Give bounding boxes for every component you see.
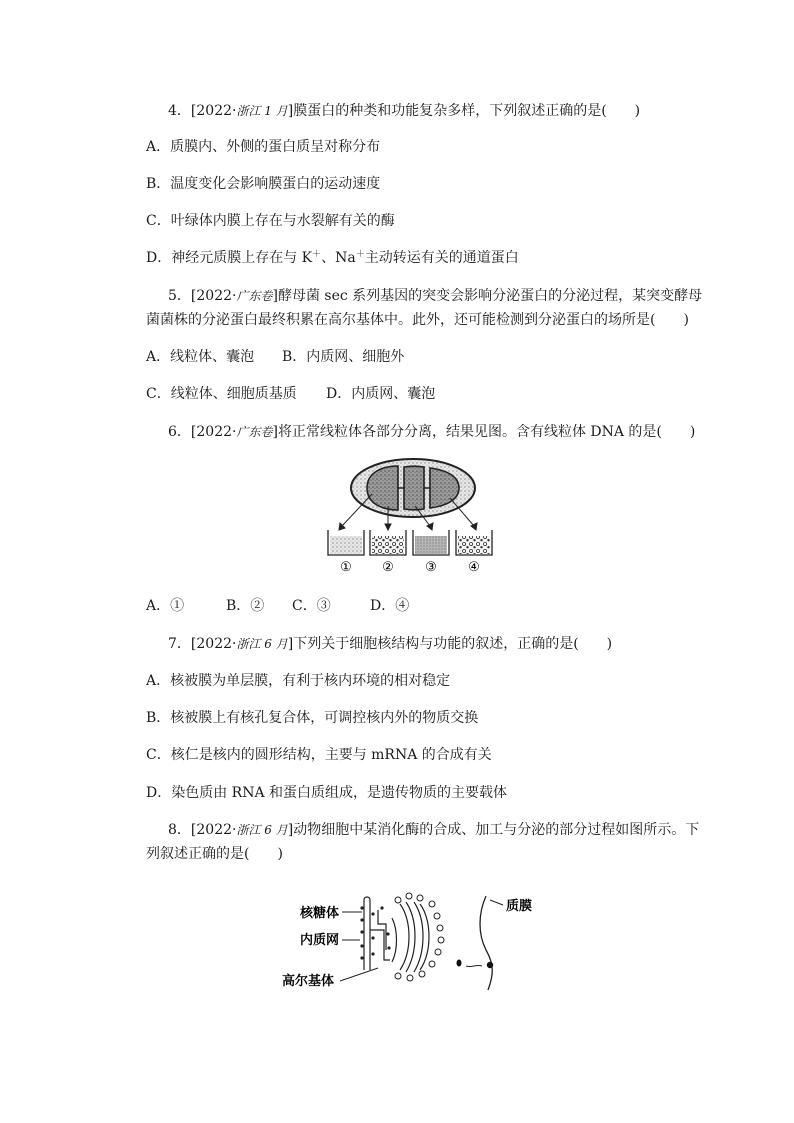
q8-number: 8． [168,822,191,838]
label-er: 内质网 [300,933,340,948]
beaker-label-3: ③ [425,560,437,575]
secretory-vesicle [457,960,462,967]
plasma-membrane [480,896,492,990]
beaker-3 [413,530,449,555]
q4-option-a: A．质膜内、外侧的蛋白质呈对称分布 [146,139,381,155]
q4-source-tag: 浙江 1 月 [236,104,288,118]
q7-source-close: ] [287,636,294,652]
q8-source-close: ] [287,822,294,838]
q6-option-b: B．② [226,598,265,614]
label-membrane: 质膜 [506,899,533,914]
q5-option-a: A．线粒体、囊泡 [146,349,255,365]
er-structure [364,897,397,970]
q6-number: 6． [168,424,191,440]
q4-option-c: C．叶绿体内膜上存在与水裂解有关的酶 [146,213,395,229]
q4-option-d-pre: D．神经元质膜上存在与 K [146,250,313,266]
q5-option-b: B．内质网、细胞外 [282,349,405,365]
q7-option-c: C．核仁是核内的圆形结构，主要与 mRNA 的合成有关 [146,747,492,763]
label-golgi: 高尔基体 [282,974,335,989]
q5-option-c: C．线粒体、细胞质基质 [146,386,297,402]
q7-option-a: A．核被膜为单层膜，有利于核内环境的相对稳定 [146,673,451,689]
q6-source-close: ] [272,424,278,440]
q5-option-d: D．内质网、囊泡 [326,386,436,402]
beaker-label-1: ① [340,560,352,575]
secretion-figure [0,890,794,1000]
golgi-vesicles [395,893,444,981]
q4-source-open: [2022· [190,103,237,119]
q7-stem [168,635,612,653]
q4-stem [168,102,640,120]
q6-source-tag: 广东卷 [236,425,273,439]
q5-options-row2 [146,385,435,403]
q6-stem-text: 将正常线粒体各部分分离，结果见图。含有线粒体 DNA 的是( ) [277,424,696,440]
q5-stem-line2: 菌菌株的分泌蛋白最终积累在高尔基体中。此外，还可能检测到分泌蛋白的场所是( ) [146,312,689,328]
q5-stem-text1: 酵母菌 sec 系列基因的突变会影响分泌蛋白的分泌过程，某突变酵母 [277,288,703,304]
q8-stem-text1: 动物细胞中某消化酶的合成、加工与分泌的部分过程如图所示。下 [293,822,700,838]
q4-number: 4． [168,103,191,119]
q7-source-open: [2022· [190,636,237,652]
golgi-structure [400,902,429,972]
label-ribosome: 核糖体 [300,906,340,921]
q8-stem-line1 [168,821,699,839]
q7-number: 7． [168,636,191,652]
q6-source-open: [2022· [190,424,237,440]
q4-stem-text: 膜蛋白的种类和功能复杂多样，下列叙述正确的是( ) [293,103,641,119]
beaker-4 [456,530,492,555]
q7-option-b: B．核被膜上有核孔复合体，可调控核内外的物质交换 [146,710,479,726]
q5-stem-line1 [168,287,702,305]
q7-stem-text: 下列关于细胞核结构与功能的叙述，正确的是( ) [293,636,613,652]
q5-source-open: [2022· [190,288,237,304]
q4-option-d-sup2: ＋ [355,249,365,260]
beaker-1 [328,530,364,555]
fusing-vesicle [487,962,493,968]
q7-source-tag: 浙江 6 月 [236,637,288,651]
beaker-2 [370,530,406,555]
q4-source-close: ] [287,103,294,119]
q6-stem [168,423,695,441]
mitochondria-figure [0,458,794,608]
q4-option-d-mid: 、Na [321,250,356,266]
q4-option-d-post: 主动转运有关的通道蛋白 [364,250,519,266]
q7-option-d: D．染色质由 RNA 和蛋白质组成，是遗传物质的主要载体 [146,785,508,801]
q6-option-a: A．① [146,598,185,614]
q5-source-tag: 广东卷 [236,289,273,303]
q8-source-open: [2022· [190,822,237,838]
q6-options [146,597,409,615]
q6-option-c: C．③ [292,598,331,614]
q4-option-b: B．温度变化会影响膜蛋白的运动速度 [146,176,381,192]
beaker-label-4: ④ [468,560,480,575]
q4-option-d [146,249,519,267]
q8-source-tag: 浙江 6 月 [236,823,288,837]
q6-option-d: D．④ [370,598,410,614]
beaker-label-2: ② [382,560,394,575]
inner-membrane [367,466,459,510]
q5-options-row1 [146,348,404,366]
q4-option-d-sup1: ＋ [312,249,322,260]
q8-stem-line2: 列叙述正确的是( ) [146,846,283,862]
q5-source-close: ] [272,288,278,304]
vesicle-trail [466,965,482,966]
q5-number: 5． [168,288,191,304]
